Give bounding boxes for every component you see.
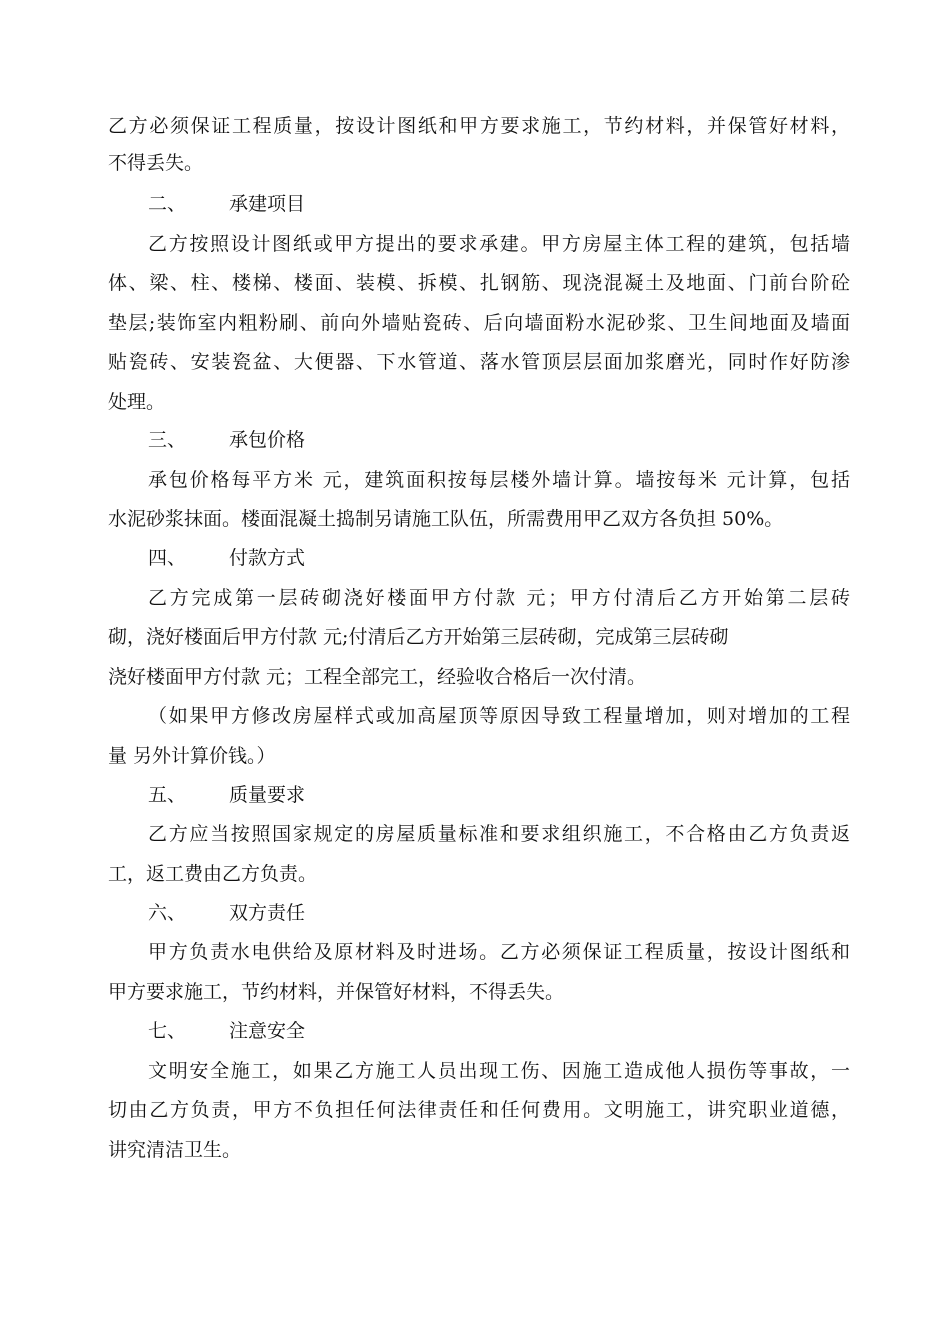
paragraph-line: 甲方要求施工，节约材料，并保管好材料，不得丢失。	[108, 981, 565, 1003]
paragraph-line: 量 另外计算价钱。）	[108, 745, 276, 767]
paragraph-line: 浇好楼面甲方付款 元；工程全部完工，经验收合格后一次付清。	[108, 666, 647, 688]
section-7-title: 注意安全	[229, 1020, 306, 1042]
paragraph-line: 处理。	[108, 391, 166, 413]
paragraph-line: 垫层;装饰室内粗粉刷、前向外墙贴瓷砖、后向墙面粉水泥砂浆、卫生间地面及墙面	[108, 312, 850, 334]
section-5-number: 五、	[148, 784, 187, 806]
paragraph-line: 工，返工费由乙方负责。	[108, 863, 318, 885]
paragraph-line: 甲方负责水电供给及原材料及时进场。乙方必须保证工程质量，按设计图纸和	[148, 941, 850, 963]
paragraph-line: 切由乙方负责，甲方不负担任何法律责任和任何费用。文明施工，讲究职业道德，	[108, 1099, 850, 1121]
paragraph-line: 讲究清洁卫生。	[108, 1139, 242, 1161]
section-5-title: 质量要求	[229, 784, 306, 806]
paragraph-line: 砌，浇好楼面后甲方付款 元;付清后乙方开始第三层砖砌，完成第三层砖砌	[108, 626, 729, 648]
paragraph-line: 乙方按照设计图纸或甲方提出的要求承建。甲方房屋主体工程的建筑，包括墙	[148, 233, 850, 255]
paragraph-line: 体、梁、柱、楼梯、楼面、装模、拆模、扎钢筋、现浇混凝土及地面、门前台阶砼	[108, 272, 850, 294]
paragraph-line: 不得丢失。	[108, 152, 204, 174]
section-7-number: 七、	[148, 1020, 187, 1042]
paragraph-line: 文明安全施工，如果乙方施工人员出现工伤、因施工造成他人损伤等事故，一	[148, 1060, 850, 1082]
section-6-number: 六、	[148, 902, 187, 924]
paragraph-line: 承包价格每平方米 元，建筑面积按每层楼外墙计算。墙按每米 元计算，包括	[148, 469, 850, 491]
section-4-title: 付款方式	[229, 547, 306, 569]
section-2-number: 二、	[148, 193, 187, 215]
paragraph-line: 乙方应当按照国家规定的房屋质量标准和要求组织施工，不合格由乙方负责返	[148, 823, 850, 845]
paragraph-line: 乙方完成第一层砖砌浇好楼面甲方付款 元；甲方付清后乙方开始第二层砖	[148, 587, 850, 609]
paragraph-line: 贴瓷砖、安装瓷盆、大便器、下水管道、落水管顶层层面加浆磨光，同时作好防渗	[108, 351, 850, 373]
section-6-title: 双方责任	[229, 902, 306, 924]
section-3-title: 承包价格	[229, 429, 306, 451]
paragraph-line: （如果甲方修改房屋样式或加高屋顶等原因导致工程量增加，则对增加的工程	[148, 705, 850, 727]
paragraph-line: 乙方必须保证工程质量，按设计图纸和甲方要求施工，节约材料，并保管好材料，	[108, 115, 850, 137]
section-4-number: 四、	[148, 547, 187, 569]
section-3-number: 三、	[148, 429, 187, 451]
paragraph-line: 水泥砂浆抹面。楼面混凝土捣制另请施工队伍，所需费用甲乙双方各负担 50%。	[108, 508, 784, 530]
section-2-title: 承建项目	[229, 193, 306, 215]
